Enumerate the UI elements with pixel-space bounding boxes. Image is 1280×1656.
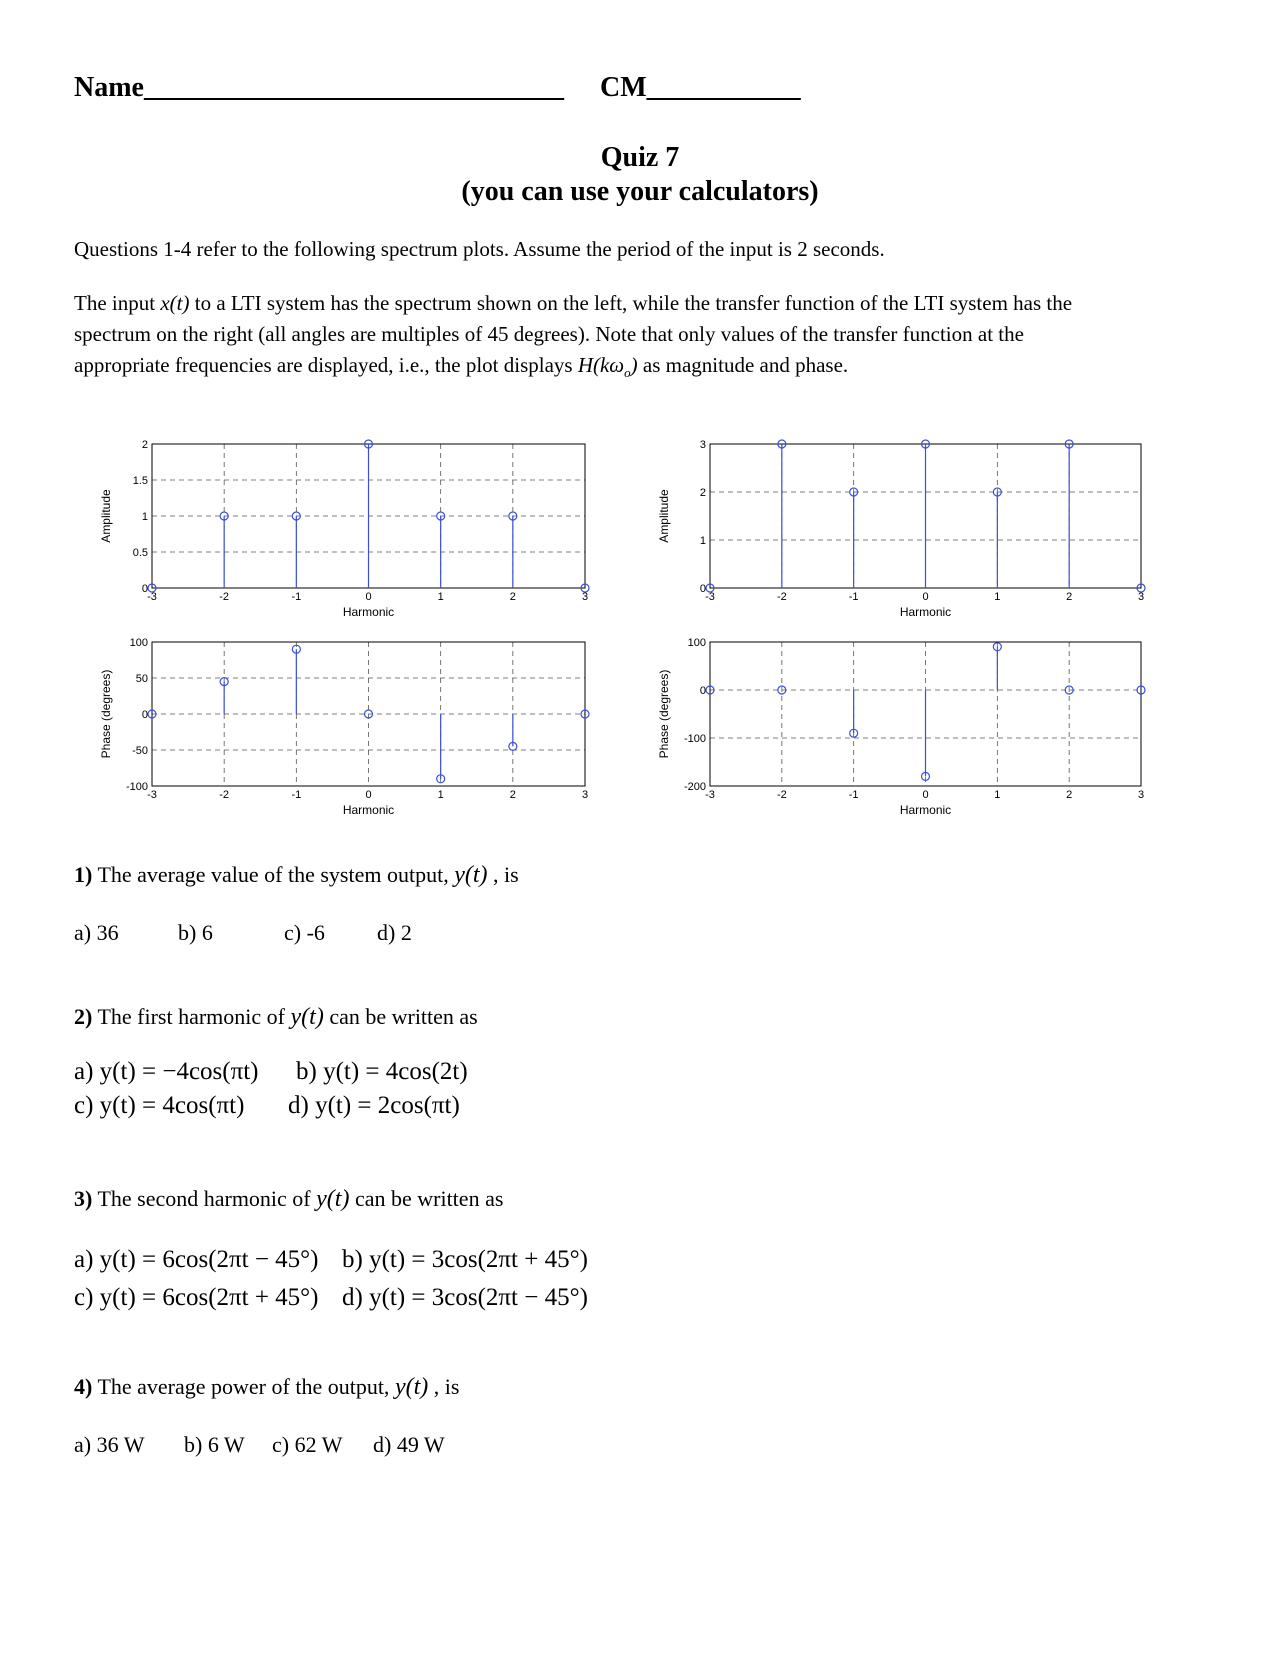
question-number: 3) (74, 1186, 93, 1211)
y-tick-label: 1 (141, 511, 148, 523)
x-tick-label: -3 (147, 591, 157, 603)
y-axis-label: Phase (degrees) (657, 669, 671, 759)
q2-option-c[interactable]: c) y(t) = 4cos(πt) (74, 1092, 245, 1119)
question-text: The second harmonic of (97, 1186, 311, 1211)
q1-option-c[interactable]: c) -6 (284, 920, 325, 945)
y-tick-label: -100 (683, 733, 706, 745)
x-tick-label: 2 (509, 591, 516, 603)
input-signal-symbol: x(t) (160, 291, 190, 315)
input-phase-chart (99, 637, 589, 817)
question-text: can be written as (354, 1186, 504, 1211)
question-number: 2) (74, 1004, 93, 1029)
x-tick-label: 0 (365, 591, 372, 603)
output-signal-symbol: y(t) (290, 1004, 324, 1030)
x-tick-label: -1 (291, 789, 302, 801)
y-tick-label: 3 (699, 439, 706, 451)
q1-option-a[interactable]: a) 36 (74, 920, 119, 945)
transfer-function-symbol: $H(k\omega_o)$ (577, 353, 638, 381)
y-axis-label: Amplitude (657, 489, 671, 543)
q3-option-d[interactable]: d) y(t) = 3cos(2πt − 45°) (342, 1284, 588, 1311)
x-tick-label: 2 (1066, 789, 1073, 801)
x-tick-label: -3 (705, 789, 715, 801)
x-tick-label: 3 (581, 789, 589, 801)
x-tick-label: -3 (705, 591, 715, 603)
desc-text: appropriate frequencies are displayed, i.e., the plot displays (74, 353, 573, 377)
y-tick-label: 0.5 (132, 547, 148, 559)
x-tick-label: 2 (1066, 591, 1073, 603)
q2-option-b[interactable]: b) y(t) = 4cos(2t) (296, 1058, 468, 1085)
output-signal-symbol: y(t) (316, 1186, 350, 1212)
question-number: 4) (74, 1374, 93, 1399)
transfer-phase-chart (657, 637, 1145, 817)
name-field[interactable] (74, 72, 564, 104)
y-axis-label: Phase (degrees) (99, 669, 113, 759)
x-tick-label: -1 (848, 591, 859, 603)
q4-option-d[interactable]: d) 49 W (373, 1432, 445, 1457)
transfer-amplitude-chart (657, 439, 1145, 619)
q2-option-d[interactable]: d) y(t) = 2cos(πt) (288, 1092, 460, 1119)
y-tick-label: 50 (135, 673, 148, 685)
y-tick-label: -50 (132, 745, 148, 757)
quiz-title: Quiz 7 (600, 142, 680, 173)
q4-option-b[interactable]: b) 6 W (184, 1432, 245, 1457)
y-tick-label: 2 (141, 439, 148, 451)
q3-option-c[interactable]: c) y(t) = 6cos(2πt + 45°) (74, 1284, 319, 1311)
x-tick-label: 0 (365, 789, 372, 801)
x-tick-label: -2 (219, 789, 230, 801)
desc-text: to a LTI system has the spectrum shown on the left, while the transfer function of the LTI system has the (194, 291, 1073, 315)
x-tick-label: -2 (776, 789, 787, 801)
y-tick-label: -100 (125, 781, 148, 793)
y-tick-label: 0 (699, 583, 706, 595)
x-tick-label: 1 (437, 789, 444, 801)
question-text: , is (493, 862, 519, 887)
x-tick-label: -2 (219, 591, 230, 603)
question-number: 1) (74, 862, 93, 887)
description-line-3 (74, 350, 848, 388)
y-tick-label: 100 (129, 637, 148, 649)
question-text: The average power of the output, (97, 1374, 390, 1399)
cm-label: CM (600, 72, 647, 103)
q4-option-a[interactable]: a) 36 W (74, 1432, 145, 1457)
y-tick-label: 1 (699, 535, 706, 547)
x-axis-label: Harmonic (899, 605, 952, 619)
y-tick-label: -200 (683, 781, 706, 793)
question-text: , is (433, 1374, 460, 1399)
y-tick-label: 0 (699, 685, 706, 697)
description-line-2: spectrum on the right (all angles are multiples of 45 degrees). Note that only values of the transfer function at the (74, 322, 1024, 346)
output-signal-symbol: y(t) (394, 1374, 429, 1400)
x-tick-label: -1 (291, 591, 302, 603)
name-blank-line[interactable]: ______________________________ (143, 72, 564, 103)
x-tick-label: 1 (437, 591, 444, 603)
cm-field[interactable] (600, 72, 801, 104)
question-text: can be written as (329, 1004, 478, 1029)
x-tick-label: 3 (1137, 591, 1145, 603)
x-tick-label: -3 (147, 789, 157, 801)
x-tick-label: 0 (922, 591, 929, 603)
name-label: Name (74, 72, 144, 103)
x-axis-label: Harmonic (899, 803, 952, 817)
x-tick-label: 1 (994, 789, 1001, 801)
y-axis-label: Amplitude (99, 489, 113, 543)
y-tick-label: 1.5 (132, 475, 148, 487)
input-amplitude-chart (99, 439, 589, 619)
quiz-subtitle: (you can use your calculators) (461, 176, 819, 207)
x-tick-label: 3 (1137, 789, 1145, 801)
x-tick-label: 0 (922, 789, 929, 801)
description-line-1 (74, 288, 1072, 319)
y-tick-label: 2 (699, 487, 706, 499)
spectrum-plots (0, 420, 1280, 840)
cm-blank-line[interactable]: ___________ (646, 72, 801, 103)
x-tick-label: 2 (509, 789, 516, 801)
question-text: The average value of the system output, (97, 862, 449, 887)
question-text: The first harmonic of (97, 1004, 285, 1029)
intro-text: Questions 1-4 refer to the following spectrum plots. Assume the period of the input is 2 seconds. (74, 237, 885, 261)
x-tick-label: 3 (581, 591, 589, 603)
desc-text: as magnitude and phase. (642, 353, 849, 377)
y-tick-label: 0 (141, 583, 148, 595)
y-tick-label: 0 (141, 709, 148, 721)
q2-option-a[interactable]: a) y(t) = −4cos(πt) (74, 1058, 259, 1085)
x-tick-label: -1 (848, 789, 859, 801)
question-3 (74, 1186, 503, 1213)
question-4 (74, 1374, 459, 1401)
question-2 (74, 1004, 478, 1031)
q4-option-c[interactable]: c) 62 W (272, 1432, 343, 1457)
q3-option-a[interactable]: a) y(t) = 6cos(2πt − 45°) (74, 1246, 319, 1273)
output-signal-symbol: y(t) (454, 862, 488, 888)
q1-option-d[interactable]: d) 2 (377, 920, 412, 945)
desc-text: The input (74, 291, 156, 315)
x-tick-label: 1 (994, 591, 1001, 603)
x-axis-label: Harmonic (342, 803, 395, 817)
x-axis-label: Harmonic (342, 605, 395, 619)
q3-option-b[interactable]: b) y(t) = 3cos(2πt + 45°) (342, 1246, 588, 1273)
question-1 (74, 862, 519, 889)
y-tick-label: 100 (687, 637, 706, 649)
q1-option-b[interactable]: b) 6 (178, 920, 213, 945)
x-tick-label: -2 (776, 591, 787, 603)
